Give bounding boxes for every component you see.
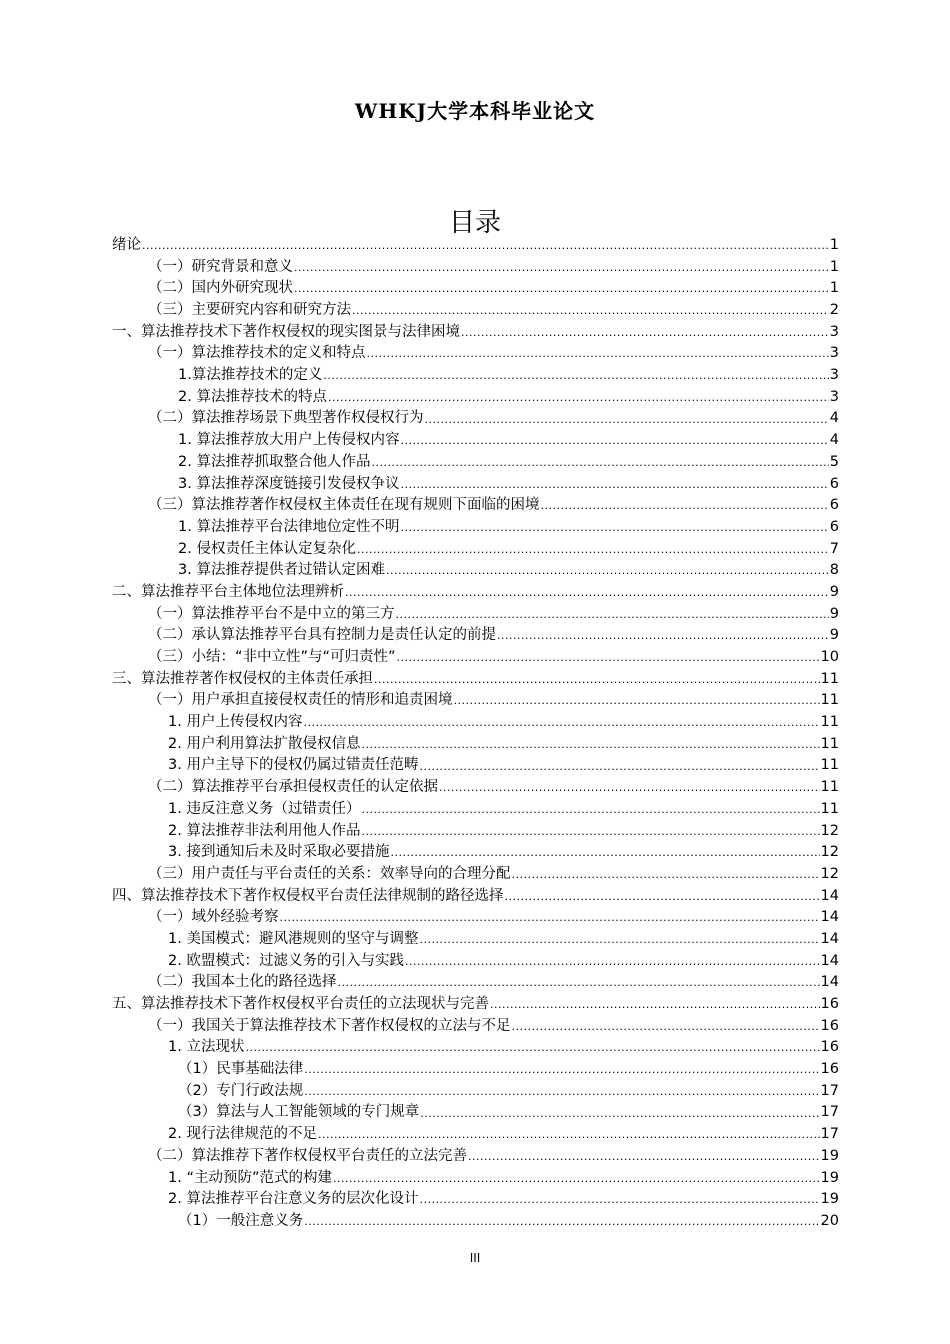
toc-entry[interactable] [112, 365, 839, 387]
toc-entry-title: （1）一般注意义务 [178, 1212, 304, 1229]
toc-entry[interactable] [112, 539, 839, 561]
toc-entry-page: 10 [820, 649, 839, 666]
toc-entry[interactable] [112, 560, 839, 582]
toc-leader-dots [357, 539, 829, 561]
toc-entry[interactable] [112, 278, 839, 300]
toc-entry-title: 2. 侵权责任主体认定复杂化 [178, 540, 356, 557]
toc-entry-page: 8 [829, 562, 839, 579]
toc-entry[interactable] [112, 430, 839, 452]
toc-entry-title: 二、算法推荐平台主体地位法理辨析 [112, 583, 344, 600]
toc-entry[interactable] [112, 951, 839, 973]
toc-entry-title: （一）域外经验考察 [148, 909, 279, 926]
toc-leader-dots [454, 690, 820, 712]
toc-entry-title: （三）小结：“非中立性”与“可归责性” [148, 649, 396, 666]
toc-entry-page: 9 [829, 605, 839, 622]
toc-leader-dots [374, 669, 820, 691]
toc-leader-dots [419, 1189, 819, 1211]
toc-entry[interactable] [112, 1037, 839, 1059]
toc-entry[interactable] [112, 799, 839, 821]
toc-leader-dots [245, 1037, 819, 1059]
toc-leader-dots [338, 972, 820, 994]
toc-entry-title: 1.算法推荐技术的定义 [178, 367, 323, 384]
toc-leader-dots [304, 1211, 819, 1233]
toc-entry-title: 五、算法推荐技术下著作权侵权平台责任的立法现状与完善 [112, 996, 489, 1013]
toc-entry-page: 3 [829, 345, 839, 362]
toc-leader-dots [361, 799, 819, 821]
toc-entry[interactable] [112, 517, 839, 539]
toc-leader-dots [371, 452, 828, 474]
toc-entry-page: 3 [829, 388, 839, 405]
toc-entry-title: 四、算法推荐技术下著作权侵权平台责任法律规制的路径选择 [112, 887, 504, 904]
toc-entry-page: 17 [820, 1082, 839, 1099]
toc-leader-dots [142, 235, 829, 257]
table-of-contents [112, 235, 839, 1233]
toc-leader-dots [419, 929, 819, 951]
toc-entry-title: 1. 算法推荐放大用户上传侵权内容 [178, 432, 400, 449]
toc-entry[interactable] [112, 322, 839, 344]
toc-leader-dots [367, 343, 829, 365]
toc-leader-dots [294, 278, 829, 300]
toc-leader-dots [490, 994, 820, 1016]
toc-leader-dots [361, 734, 819, 756]
toc-entry-page: 11 [820, 692, 839, 709]
toc-entry[interactable] [112, 907, 839, 929]
toc-entry-page: 14 [820, 909, 839, 926]
toc-entry-page: 19 [820, 1191, 839, 1208]
toc-leader-dots [304, 1081, 819, 1103]
toc-entry-page: 4 [829, 432, 839, 449]
toc-entry-page: 16 [820, 1017, 839, 1034]
toc-entry[interactable] [112, 1146, 839, 1168]
page-number: III [469, 1251, 481, 1265]
toc-leader-dots [318, 1124, 820, 1146]
toc-title: 目录 [448, 208, 501, 238]
toc-entry[interactable] [112, 625, 839, 647]
toc-entry-page: 16 [820, 1039, 839, 1056]
toc-entry[interactable] [112, 1016, 839, 1038]
toc-leader-dots [400, 430, 828, 452]
toc-entry[interactable] [112, 409, 839, 431]
toc-entry-title: （二）我国本土化的路径选择 [148, 974, 337, 991]
toc-leader-dots [461, 322, 829, 344]
toc-entry[interactable] [112, 1059, 839, 1081]
toc-entry-title: （二）承认算法推荐平台具有控制力是责任认定的前提 [148, 627, 496, 644]
toc-entry-page: 11 [820, 800, 839, 817]
toc-entry-page: 3 [829, 367, 839, 384]
toc-entry[interactable] [112, 495, 839, 517]
toc-entry-page: 14 [820, 974, 839, 991]
toc-entry-title: 2. 算法推荐平台注意义务的层次化设计 [168, 1191, 419, 1208]
toc-entry-title: （一）用户承担直接侵权责任的情形和追责困境 [148, 692, 453, 709]
toc-entry-page: 19 [820, 1169, 839, 1186]
toc-leader-dots [328, 387, 829, 409]
toc-entry-page: 1 [829, 236, 839, 253]
toc-entry-title: （二）国内外研究现状 [148, 280, 293, 297]
toc-entry-title: 2. 现行法律规范的不足 [168, 1126, 317, 1143]
toc-leader-dots [425, 409, 829, 431]
toc-entry-title: 1. 立法现状 [168, 1039, 245, 1056]
toc-entry[interactable] [112, 734, 839, 756]
toc-entry-page: 7 [829, 540, 839, 557]
toc-entry-page: 12 [820, 865, 839, 882]
toc-entry-title: （三）算法推荐著作权侵权主体责任在现有规则下面临的困境 [148, 497, 540, 514]
toc-leader-dots [323, 365, 828, 387]
toc-entry[interactable] [112, 1168, 839, 1190]
toc-leader-dots [541, 495, 829, 517]
toc-entry-title: 2. 用户利用算法扩散侵权信息 [168, 735, 361, 752]
toc-leader-dots [304, 1059, 819, 1081]
toc-entry-title: 1. 违反注意义务（过错责任） [168, 800, 361, 817]
toc-entry-page: 14 [820, 930, 839, 947]
toc-leader-dots [420, 1103, 819, 1125]
toc-entry[interactable] [112, 1211, 839, 1233]
toc-entry[interactable] [112, 257, 839, 279]
toc-entry-title: （3）算法与人工智能领域的专门规章 [178, 1104, 420, 1121]
toc-entry-page: 6 [829, 475, 839, 492]
toc-entry[interactable] [112, 756, 839, 778]
toc-entry-page: 1 [829, 258, 839, 275]
toc-entry[interactable] [112, 300, 839, 322]
toc-entry-title: （一）算法推荐平台不是中立的第三方 [148, 605, 395, 622]
toc-entry-title: （一）我国关于算法推荐技术下著作权侵权的立法与不足 [148, 1017, 511, 1034]
toc-leader-dots [400, 517, 828, 539]
document-header: WHKJ大学本科毕业论文 [354, 99, 596, 123]
toc-entry[interactable] [112, 647, 839, 669]
toc-entry-page: 6 [829, 518, 839, 535]
toc-leader-dots [294, 257, 829, 279]
toc-leader-dots [352, 300, 829, 322]
toc-entry[interactable] [112, 452, 839, 474]
toc-entry-page: 9 [829, 627, 839, 644]
toc-entry-title: 一、算法推荐技术下著作权侵权的现实图景与法律困境 [112, 323, 460, 340]
toc-leader-dots [397, 647, 820, 669]
toc-entry-title: 3. 接到通知后未及时采取必要措施 [168, 844, 390, 861]
toc-entry-title: 2. 算法推荐抓取整合他人作品 [178, 453, 371, 470]
toc-leader-dots [505, 886, 820, 908]
toc-entry[interactable] [112, 343, 839, 365]
toc-entry-title: 绪论 [112, 236, 141, 253]
toc-entry-page: 12 [820, 844, 839, 861]
toc-leader-dots [405, 951, 820, 973]
toc-entry-title: （二）算法推荐场景下典型著作权侵权行为 [148, 410, 424, 427]
toc-entry[interactable] [112, 821, 839, 843]
toc-leader-dots [361, 821, 819, 843]
toc-leader-dots [396, 604, 829, 626]
toc-entry-title: （三）主要研究内容和研究方法 [148, 302, 351, 319]
toc-leader-dots [390, 842, 819, 864]
toc-leader-dots [386, 560, 829, 582]
toc-entry[interactable] [112, 387, 839, 409]
toc-entry-page: 16 [820, 1061, 839, 1078]
toc-leader-dots [333, 1168, 820, 1190]
toc-entry-page: 17 [820, 1126, 839, 1143]
toc-entry-title: 2. 欧盟模式：过滤义务的引入与实践 [168, 952, 404, 969]
toc-entry-page: 17 [820, 1104, 839, 1121]
toc-entry[interactable] [112, 235, 839, 257]
toc-entry-page: 1 [829, 280, 839, 297]
toc-entry-title: （2）专门行政法规 [178, 1082, 304, 1099]
toc-entry-page: 6 [829, 497, 839, 514]
toc-entry-page: 5 [829, 453, 839, 470]
toc-entry-page: 11 [820, 670, 839, 687]
toc-entry[interactable] [112, 1124, 839, 1146]
toc-entry-page: 14 [820, 952, 839, 969]
toc-leader-dots [497, 625, 829, 647]
toc-entry-page: 19 [820, 1147, 839, 1164]
toc-entry-page: 11 [820, 714, 839, 731]
toc-entry-title: （三）用户责任与平台责任的关系：效率导向的合理分配 [148, 865, 511, 882]
toc-entry[interactable] [112, 582, 839, 604]
toc-entry[interactable] [112, 1103, 839, 1125]
toc-entry[interactable] [112, 929, 839, 951]
toc-entry[interactable] [112, 842, 839, 864]
toc-entry-title: 1. 算法推荐平台法律地位定性不明 [178, 518, 400, 535]
toc-entry-title: （1）民事基础法律 [178, 1061, 304, 1078]
toc-entry-page: 3 [829, 323, 839, 340]
toc-entry-title: （二）算法推荐平台承担侵权责任的认定依据 [148, 779, 438, 796]
toc-entry[interactable] [112, 994, 839, 1016]
toc-entry[interactable] [112, 886, 839, 908]
toc-entry-page: 11 [820, 757, 839, 774]
toc-entry-title: 2. 算法推荐非法利用他人作品 [168, 822, 361, 839]
toc-entry[interactable] [112, 669, 839, 691]
toc-leader-dots [512, 1016, 820, 1038]
toc-entry[interactable] [112, 777, 839, 799]
toc-entry[interactable] [112, 864, 839, 886]
toc-leader-dots [303, 712, 819, 734]
toc-entry-page: 20 [820, 1212, 839, 1229]
toc-entry-page: 12 [820, 822, 839, 839]
toc-entry-page: 16 [820, 996, 839, 1013]
toc-entry[interactable] [112, 1081, 839, 1103]
toc-entry-page: 11 [820, 779, 839, 796]
toc-leader-dots [419, 756, 819, 778]
toc-leader-dots [512, 864, 820, 886]
toc-leader-dots [345, 582, 829, 604]
toc-entry-title: 3. 算法推荐深度链接引发侵权争议 [178, 475, 400, 492]
toc-entry-title: 1. 用户上传侵权内容 [168, 714, 303, 731]
toc-entry-title: 3. 用户主导下的侵权仍属过错责任范畴 [168, 757, 419, 774]
toc-entry[interactable] [112, 972, 839, 994]
toc-entry-title: 2. 算法推荐技术的特点 [178, 388, 327, 405]
toc-entry[interactable] [112, 712, 839, 734]
toc-entry-title: 1. 美国模式：避风港规则的坚守与调整 [168, 930, 419, 947]
toc-entry[interactable] [112, 1189, 839, 1211]
toc-entry-page: 14 [820, 887, 839, 904]
toc-entry-title: （二）算法推荐下著作权侵权平台责任的立法完善 [148, 1147, 467, 1164]
toc-entry[interactable] [112, 690, 839, 712]
toc-entry-title: （一）算法推荐技术的定义和特点 [148, 345, 366, 362]
toc-entry[interactable] [112, 604, 839, 626]
toc-entry-title: 3. 算法推荐提供者过错认定困难 [178, 562, 385, 579]
toc-entry[interactable] [112, 474, 839, 496]
toc-leader-dots [468, 1146, 820, 1168]
toc-entry-title: 三、算法推荐著作权侵权的主体责任承担 [112, 670, 373, 687]
toc-entry-page: 2 [829, 302, 839, 319]
toc-leader-dots [400, 474, 828, 496]
toc-leader-dots [280, 907, 820, 929]
toc-entry-page: 9 [829, 583, 839, 600]
toc-entry-title: （一）研究背景和意义 [148, 258, 293, 275]
toc-entry-page: 4 [829, 410, 839, 427]
toc-entry-title: 1. “主动预防”范式的构建 [168, 1169, 332, 1186]
toc-entry-page: 11 [820, 735, 839, 752]
toc-leader-dots [439, 777, 820, 799]
